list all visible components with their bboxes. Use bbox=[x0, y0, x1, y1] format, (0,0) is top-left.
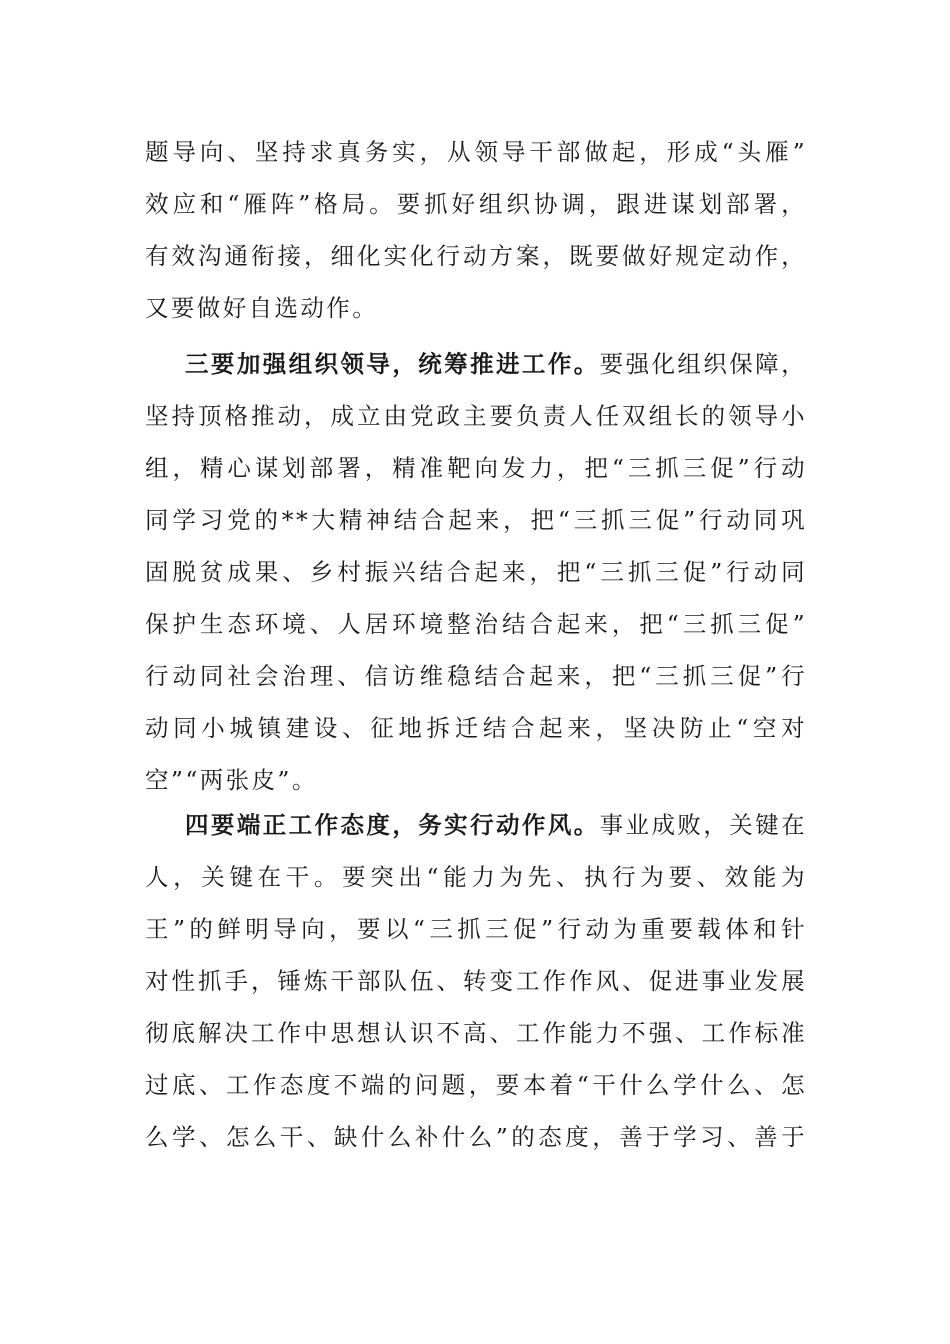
paragraph-line: 组，精心谋划部署，精准靶向发力，把“三抓三促”行动 bbox=[145, 454, 807, 482]
paragraph-line: 彻底解决工作中思想认识不高、工作能力不强、工作标准 bbox=[145, 1019, 807, 1047]
paragraph-line: 么学、怎么干、缺什么补什么”的态度，善于学习、善于 bbox=[145, 1123, 807, 1151]
paragraph-line: 人，关键在干。要突出“能力为先、执行为要、效能为 bbox=[145, 863, 807, 891]
paragraph-line: 效应和“雁阵”格局。要抓好组织协调，跟进谋划部署， bbox=[145, 190, 807, 218]
paragraph-first-line bbox=[145, 338, 807, 390]
paragraph-continuation bbox=[145, 126, 807, 334]
paragraph-work-attitude bbox=[145, 799, 807, 1163]
paragraph-line: 动同小城镇建设、征地拆迁结合起来，坚决防止“空对 bbox=[145, 714, 807, 742]
paragraph-line: 有效沟通衔接，细化实化行动方案，既要做好规定动作， bbox=[145, 242, 807, 270]
paragraph-line: 王”的鲜明导向，要以“三抓三促”行动为重要载体和针 bbox=[145, 915, 807, 943]
paragraph-line-text: 事业成败，关键在 bbox=[599, 811, 807, 839]
paragraph-line: 又要做好自选动作。 bbox=[145, 294, 379, 322]
paragraph-line: 同学习党的**大精神结合起来，把“三抓三促”行动同巩 bbox=[145, 506, 807, 534]
paragraph-line: 行动同社会治理、信访维稳结合起来，把“三抓三促”行 bbox=[145, 662, 807, 690]
paragraph-line: 过底、工作态度不端的问题，要本着“干什么学什么、怎 bbox=[145, 1071, 807, 1099]
paragraph-first-line bbox=[145, 799, 807, 851]
paragraph-line: 对性抓手，锤炼干部队伍、转变工作作风、促进事业发展 bbox=[145, 967, 807, 995]
paragraph-line: 空”“两张皮”。 bbox=[145, 766, 318, 794]
paragraph-lead-heading: 三要加强组织领导，统筹推进工作。 bbox=[185, 350, 600, 378]
paragraph-line: 保护生态环境、人居环境整治结合起来，把“三抓三促” bbox=[145, 610, 807, 638]
paragraph-organization-leadership bbox=[145, 338, 807, 806]
paragraph-line: 固脱贫成果、乡村振兴结合起来，把“三抓三促”行动同 bbox=[145, 558, 807, 586]
paragraph-line: 坚持顶格推动，成立由党政主要负责人任双组长的领导小 bbox=[145, 402, 807, 430]
paragraph-line-text: 要强化组织保障， bbox=[599, 350, 807, 378]
paragraph-lead-heading: 四要端正工作态度，务实行动作风。 bbox=[185, 811, 600, 839]
paragraph-line: 题导向、坚持求真务实，从领导干部做起，形成“头雁” bbox=[145, 138, 807, 166]
